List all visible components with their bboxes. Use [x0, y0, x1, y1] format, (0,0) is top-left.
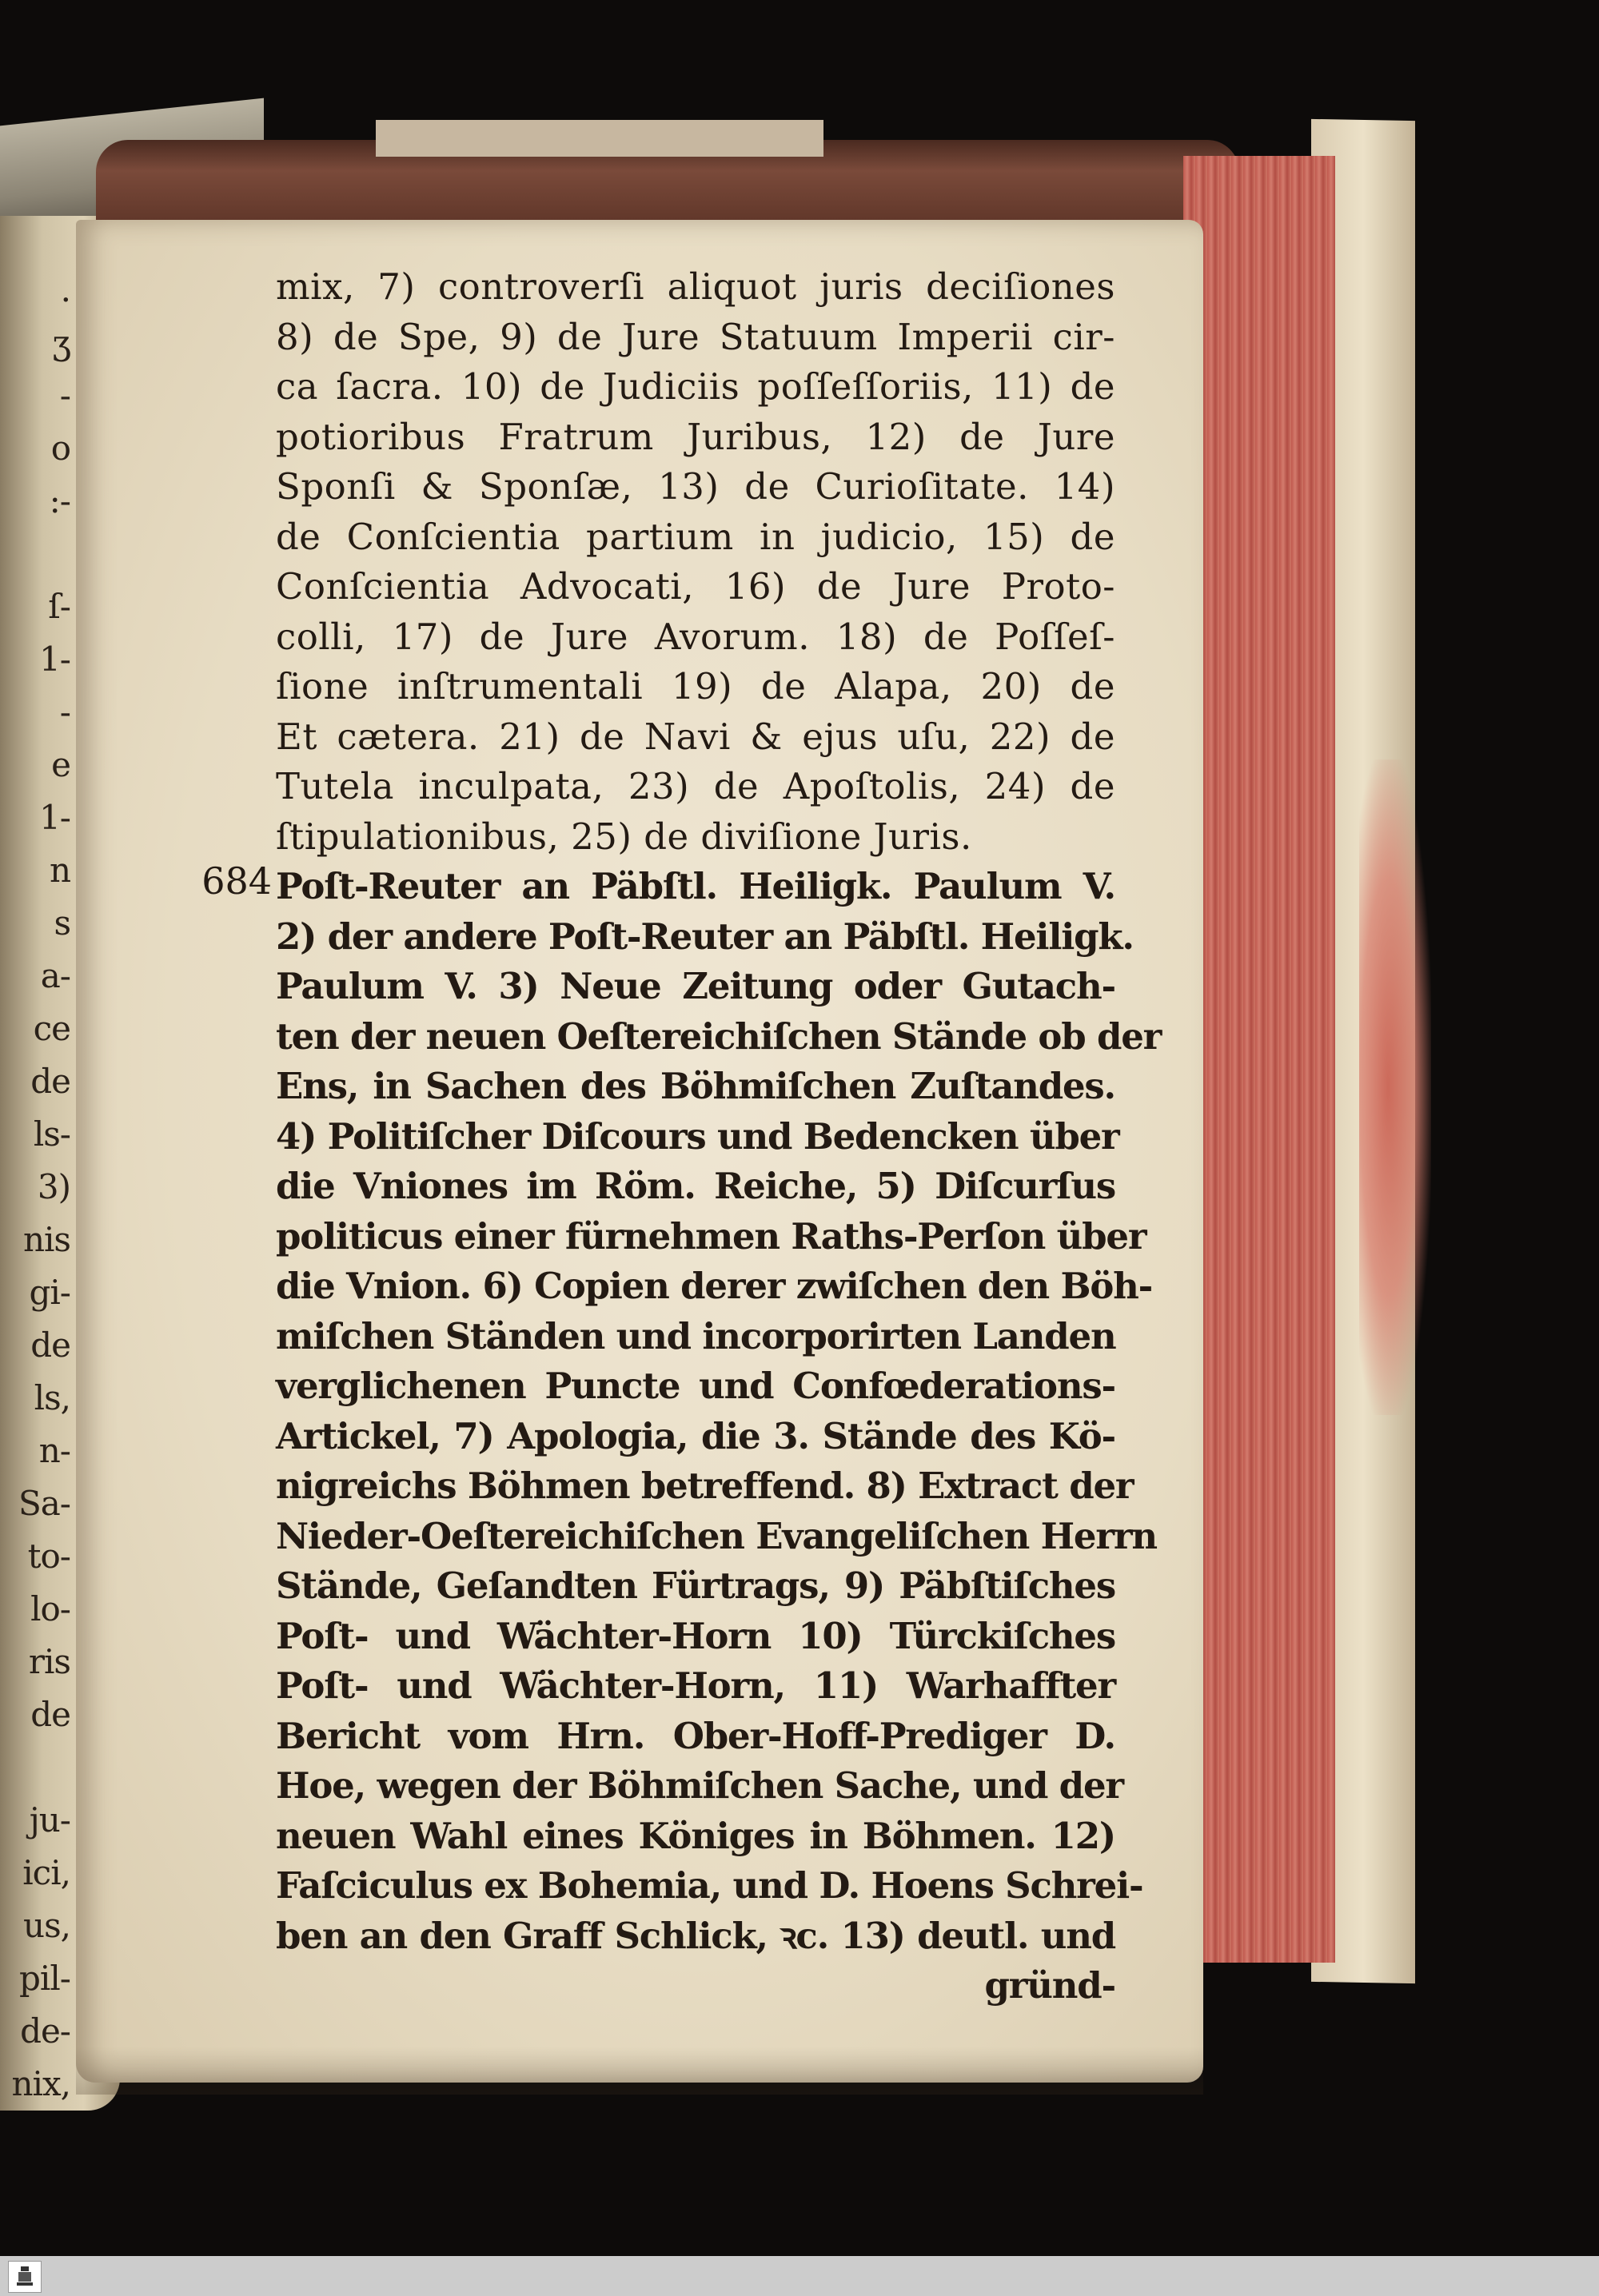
text-line: die Vnion. 6) Copien derer zwiſchen den Böh-: [276, 1265, 1153, 1307]
text-line: nigreichs Böhmen betreffend. 8) Extract der: [276, 1465, 1134, 1507]
text-line: Stände, Geſandten Fürtrags, 9) Päbſtiſches: [276, 1565, 1115, 1607]
margin-fragment: de: [30, 1062, 70, 1101]
red-page-edges: [1183, 156, 1335, 1963]
text-line: 4) Politiſcher Diſcours und Bedencken über: [276, 1114, 1119, 1158]
viewer-bottom-bar: [0, 2256, 1599, 2296]
margin-fragment: [0, 1741, 70, 1794]
margin-fragment: s: [54, 903, 70, 943]
text-line: ben an den Graff Schlick, ꝛc. 13) deutl. und: [276, 1914, 1115, 1957]
page-shadow: [76, 2047, 1203, 2095]
margin-fragment: de-: [20, 2011, 70, 2051]
text-line: Hoe, wegen der Böhmiſchen Sache, und der: [276, 1764, 1123, 1807]
margin-fragment: -: [59, 692, 70, 731]
cover-red-stain: [1359, 759, 1431, 1415]
margin-fragment: nix,: [11, 2064, 70, 2103]
text-line: ten der neuen Oeſtereichiſchen Stände ob der: [276, 1014, 1162, 1058]
text-line: die Vniones im Röm. Reiche, 5) Diſcurſus: [276, 1165, 1115, 1207]
text-line: miſchen Ständen und incorporirten Landen: [276, 1314, 1116, 1357]
margin-fragment: de: [30, 1695, 70, 1734]
margin-fragment: gi-: [29, 1273, 70, 1312]
facing-page-text-fragments: [0, 264, 70, 2111]
margin-fragment: [0, 528, 70, 580]
text-line: verglichenen Puncte und Confœderations-: [276, 1365, 1115, 1407]
margin-fragment: ʒ: [52, 323, 70, 362]
margin-fragment: -: [59, 376, 70, 415]
page-text: [276, 262, 1162, 2011]
margin-fragment: ce: [33, 1009, 70, 1048]
text-line: mix, 7) controverſi aliquot juris deciſiones: [276, 265, 1115, 308]
margin-fragment: n-: [38, 1431, 70, 1470]
entry-number: 684: [201, 859, 272, 903]
margin-fragment: 3): [37, 1167, 70, 1206]
margin-fragment: ls-: [33, 1114, 70, 1154]
margin-fragment: :-: [49, 481, 70, 520]
margin-fragment: 1-: [39, 798, 70, 837]
margin-fragment: lo-: [30, 1589, 70, 1628]
margin-fragment: ſ-: [48, 587, 70, 626]
text-line: Artickel, 7) Apologia, die 3. Stände des Kö-: [276, 1414, 1115, 1457]
margin-fragment: 1-: [39, 640, 70, 679]
text-line: Poſt- und Wächter-Horn 10) Türckiſches: [276, 1614, 1115, 1657]
library-logo-icon: [8, 2261, 42, 2293]
text-line: de Conſcientia partium in judicio, 15) de: [276, 515, 1115, 558]
text-line: ca ſacra. 10) de Judiciis poſſeſſoriis, 11) de: [276, 365, 1115, 408]
text-line: Poſt- und Wächter-Horn, 11) Warhaffter: [276, 1664, 1115, 1707]
margin-fragment: n: [49, 851, 70, 890]
text-line: Sponſi & Sponſæ, 13) de Curioſitate. 14): [276, 465, 1115, 508]
text-line: Conſcientia Advocati, 16) de Jure Proto-: [276, 565, 1115, 608]
text-line: colli, 17) de Jure Avorum. 18) de Poſſeſ-: [276, 615, 1115, 658]
text-line: Nieder-Oeſtereichiſchen Evangeliſchen Herrn: [276, 1514, 1157, 1557]
text-line: Paulum V. 3) Neue Zeitung oder Gutach-: [276, 965, 1115, 1007]
text-line: 8) de Spe, 9) de Jure Statuum Imperii cir-: [276, 315, 1115, 358]
margin-fragment: ris: [28, 1642, 70, 1681]
margin-fragment: Sa-: [18, 1484, 70, 1523]
margin-fragment: ls,: [34, 1378, 70, 1417]
margin-fragment: de: [30, 1325, 70, 1365]
text-line: Tutela inculpata, 23) de Apoſtolis, 24) de: [276, 765, 1115, 807]
text-line: 2) der andere Poſt-Reuter an Päbſtl. Heiligk.: [276, 915, 1134, 958]
text-line: Faſciculus ex Bohemia, und D. Hoens Schrei-: [276, 1864, 1143, 1907]
text-line: Et cætera. 21) de Navi & ejus uſu, 22) de: [276, 715, 1115, 758]
margin-fragment: o: [50, 429, 70, 468]
text-line: ſione inſtrumentali 19) de Alapa, 20) de: [276, 665, 1115, 708]
text-line: Poſt-Reuter an Päbſtl. Heiligk. Paulum V.: [276, 865, 1115, 907]
margin-fragment: pil-: [19, 1959, 70, 1998]
spine-label: [376, 120, 823, 157]
margin-fragment: ici,: [22, 1853, 70, 1892]
text-line: politicus einer fürnehmen Raths-Perſon über: [276, 1214, 1146, 1258]
text-line: neuen Wahl eines Königes in Böhmen. 12): [276, 1814, 1115, 1857]
text-line: ſtipulationibus, 25) de diviſione Juris.: [276, 815, 972, 858]
margin-fragment: a-: [40, 956, 70, 995]
text-line: Bericht vom Hrn. Ober-Hoff-Prediger D.: [276, 1714, 1115, 1757]
text-line: potioribus Fratrum Juribus, 12) de Jure: [276, 415, 1115, 458]
text-line: Ens, in Sachen des Böhmiſchen Zuſtandes.: [276, 1065, 1115, 1107]
margin-fragment: us,: [23, 1906, 70, 1945]
margin-fragment: to-: [27, 1537, 70, 1576]
margin-fragment: nis: [22, 1220, 70, 1259]
margin-fragment: e: [51, 745, 70, 784]
margin-fragment: .: [60, 270, 70, 309]
margin-fragment: ju-: [29, 1800, 70, 1840]
catchword: gründ-: [984, 1964, 1115, 2007]
